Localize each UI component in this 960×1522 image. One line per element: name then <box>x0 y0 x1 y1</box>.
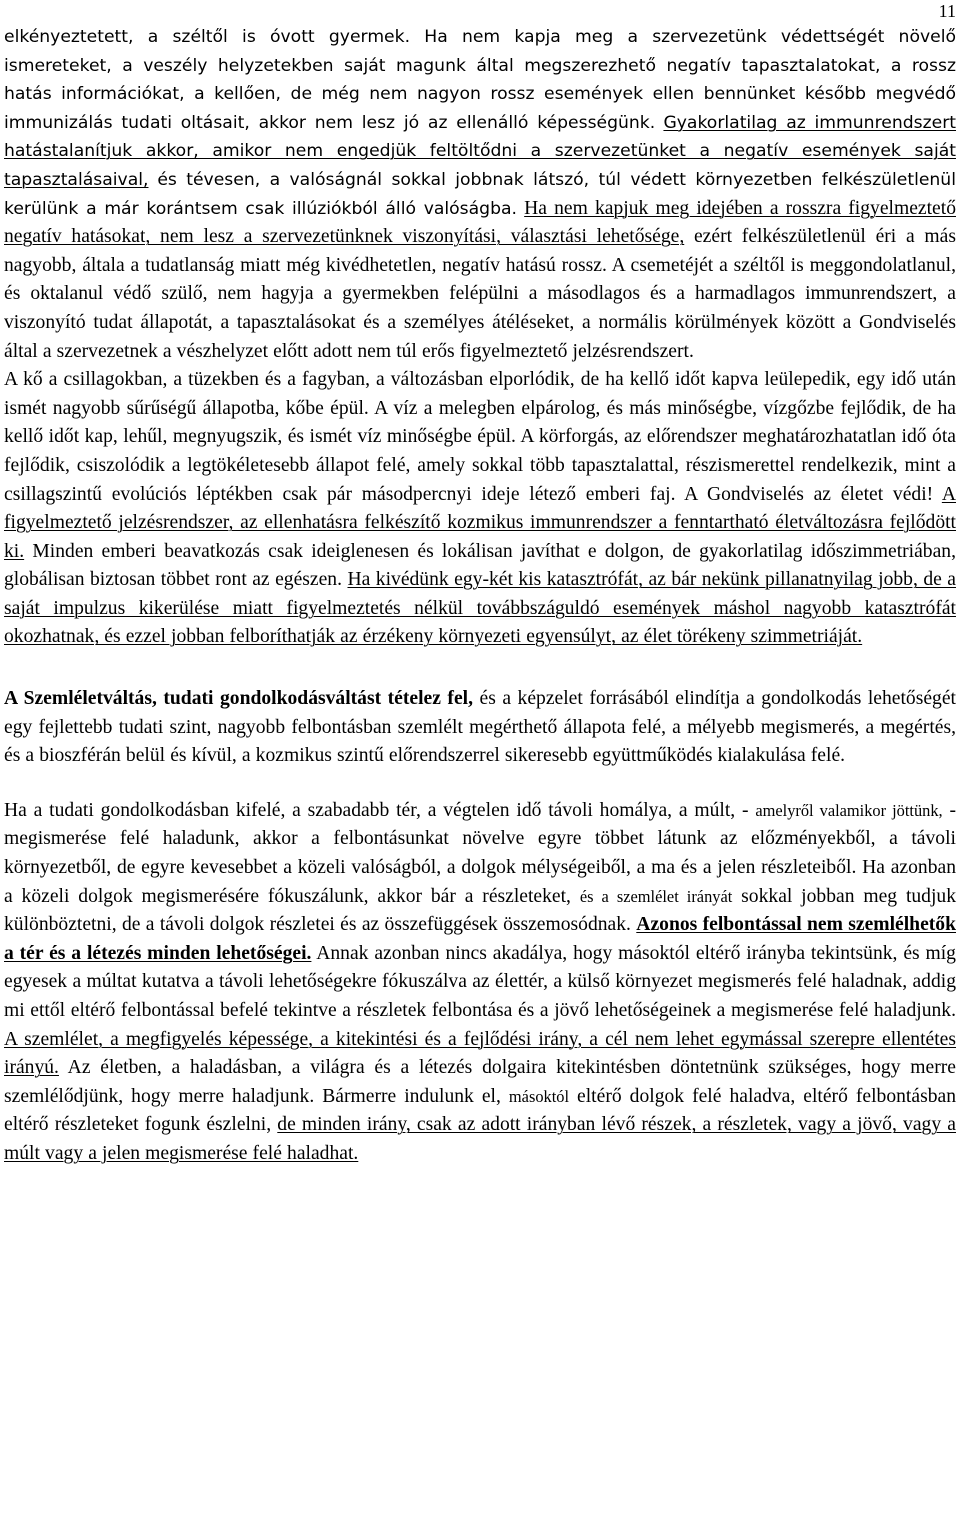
underlined-sentence: A szemlélet, a megfigyelés képessége, a kitekintési és a fejlődési irány, a cél nem lehet egymással szerepre ellentétes irányú. <box>4 1028 956 1079</box>
underlined-sentence: Ha kivédünk egy-két kis katasztrófát, az bár nekünk pillanatnyilag jobb, de a saját impulzus kikerülése miatt figyelmeztetés nélkül továbbszáguldó események máshol nagyobb katasztrófát okozhatnak, és ezzel jobban felboríthatják az érzékeny környezeti egyensúlyt, az élet törékeny szimmetriáját. <box>4 569 956 648</box>
text-run: Minden emberi beavatkozás csak ideiglenesen és lokálisan javíthat e dolgon, de gyakorlatilag időszimmetriában, globálisan biztosan többet ront az egészen. <box>4 540 956 591</box>
document-body <box>4 23 956 1169</box>
text-run: és tévesen, a valóságnál sokkal jobbnak látszó, túl védett környezetben felkészületlenül kerülünk a már korántsem csak illúziókból álló valóságba. <box>4 169 956 219</box>
text-run: - megismerése felé haladunk, akkor a felbontásunkat növelve egyre többet látunk az előzményekből, a távoli környezetből, de egyre kevesebbet a közeli valóságból, a dolgok mélységeiből, a ma és a jelen részleteiből. Ha azonban a közeli dolgok megismerésére fókuszálunk, akkor bár a részleteket, <box>4 799 956 907</box>
page-number: 11 <box>938 1 956 21</box>
text-run: Annak azonban nincs akadálya, hogy másoktól eltérő irányba tekintsünk, és míg egyesek a múltat kutatva a távoli lehetőségekre fókuszálva az élettér, a külső környezet megismerés felé haladnak, addig mi ettől eltérő felbontással befelé tekintve a részletek felbontása és a jövő lehetőségeinek a megismerése felé haladjunk. <box>4 942 956 1021</box>
bold-heading-phrase: A Szemléletváltás, tudati gondolkodásváltást tételez fel, <box>4 688 473 710</box>
text-run: Ha a tudati gondolkodásban kifelé, a szabadabb tér, a végtelen idő távoli homálya, a múlt, - <box>4 799 749 821</box>
paragraph-immune-system <box>4 23 956 366</box>
paragraph-resolution <box>4 797 956 1169</box>
underlined-sentence: de minden irány, csak az adott irányban lévő részek, a részletek, vagy a jövő, vagy a múlt vagy a jelen megismerése felé haladhat. <box>4 1114 956 1164</box>
text-run: sokkal jobban meg tudjuk különböztetni, de a távoli dolgok részletei és az összefüggések összemosódnak. <box>4 885 957 936</box>
underlined-sentence: A figyelmeztető jelzésrendszer, az ellenhatásra felkészítő kozmikus immunrendszer a fenntartható életváltozásra fejlődött ki. <box>4 483 956 562</box>
text-run: ezért felkészületlenül éri a más nagyobb, általa a tudatlanság miatt még kivédhetetlen, negatív hatású rossz. A csemetéjét a széltől is meggondolatlanul, és oktalanul védő szülő, nem hagyja a gyermekben felépülni a másodlagos és a harmadlagos immunrendszert, a viszonyító tudat állapotát, a tapasztalásokat és a személyes átéléseket, a normális körülmények között a Gondviselés által a szervezetnek a vészhelyzet előtt adott nem túl erős figyelmeztető jelzésrendszert. <box>4 226 956 362</box>
text-run: és a képzelet forrásából elindítja a gondolkodás lehetőségét egy fejlettebb tudati szint, nagyobb felbontásban szemlélt megérthető állapota felé, a mélyebb megismerés, a megértés, és a bioszférán belül és kívül, a kozmikus szintű előrendszerrel sikeresebb együttműködés kialakulása felé. <box>4 688 956 767</box>
text-run: elkényeztetett, a széltől is óvott gyermek. Ha nem kapja meg a szervezetünk védettségét növelő ismereteket, a veszély helyzetekben saját magunk által megszerezhető negatív tapasztalatokat, a rossz hatás információkat, a kellően, de még nem nagyon rossz események ellen bennünket később megvédő immunizálás tudati oltásait, akkor nem lesz jó az ellenálló képességünk. <box>4 27 956 133</box>
text-run: Az életben, a haladásban, a világra és a létezés dolgaira kitekintésben döntetnünk szükséges, hogy merre szemlélődjünk, hogy merre haladjunk. Bármerre indulunk el, <box>4 1057 956 1107</box>
underlined-sentence: Ha nem kapjuk meg idejében a rosszra figyelmeztető negatív hatásokat, nem lesz a szervezetünknek viszonyítási, választási lehetősége, <box>4 197 956 248</box>
bold-underlined-sentence: Azonos felbontással nem szemlélhetők a tér és a létezés minden lehetőségei. <box>4 914 956 964</box>
paragraph-stone-water <box>4 366 956 652</box>
small-text-run: másoktól <box>508 1086 570 1106</box>
paragraph-perspective-change <box>4 685 956 771</box>
text-run: A kő a csillagokban, a tüzekben és a fagyban, a változásban elporlódik, de ha kellő időt kapva leülepedik, egy idő után ismét nagyobb sűrűségű állapotba, kőbe épül. A víz a melegben elpárolog, és más minőségbe, vízgőzbe fejlődik, de ha kellő időt kap, lehűl, megnyugszik, és ismét víz minőségbe épül. A körforgás, az előrendszer meghatározhatatlan idő óta fejlődik, csiszolódik a legtökéletesebb állapot felé, amely sokkal több tapasztalattal, részismerettel rendelkezik, mint a csillagszintű evolúciós léptékben csak pár másodpercnyi ideje létező emberi faj. A Gondviselés az életet védi! <box>4 369 956 505</box>
small-text-run: és a szemlélet irányát <box>579 886 733 906</box>
text-run: eltérő dolgok felé haladva, eltérő felbontásban eltérő részleteket fogunk észlelni, <box>4 1085 956 1136</box>
small-text-run: amelyről valamikor jöttünk, <box>755 800 943 820</box>
underlined-sentence: Gyakorlatilag az immunrendszert hatástalanítjuk akkor, amikor nem engedjük feltöltődni a szervezetünket a negatív események saját tapasztalásaival, <box>4 112 956 190</box>
